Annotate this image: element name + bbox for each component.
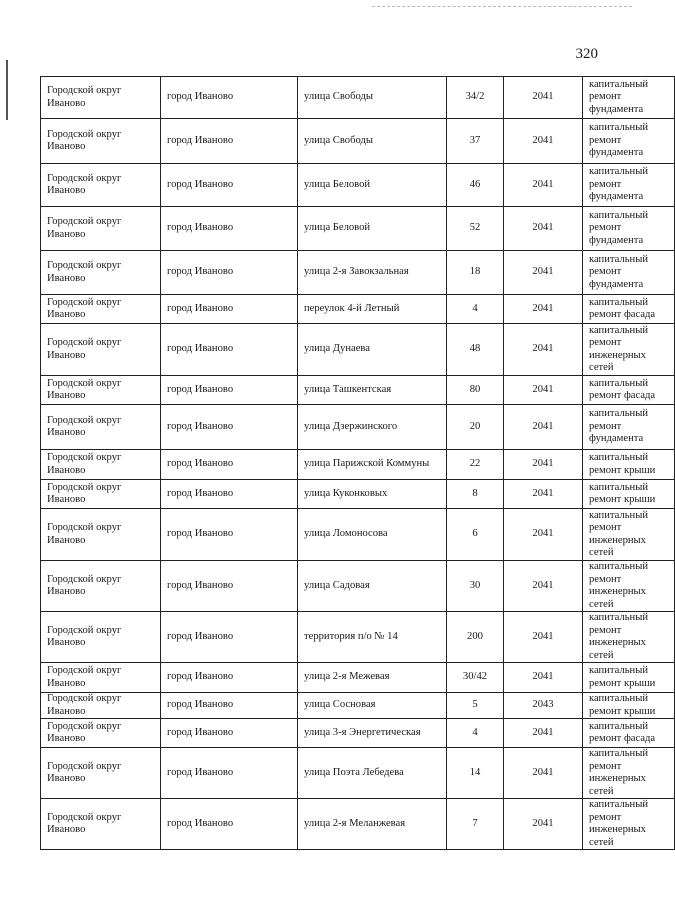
cell-street: улица Дунаева bbox=[298, 324, 447, 376]
cell-district: Городской округ Иваново bbox=[41, 799, 161, 850]
cell-street: переулок 4-й Летный bbox=[298, 295, 447, 324]
cell-street: территория п/о № 14 bbox=[298, 612, 447, 663]
cell-district: Городской округ Иваново bbox=[41, 119, 161, 164]
cell-house-number: 4 bbox=[447, 719, 504, 748]
cell-house-number: 48 bbox=[447, 324, 504, 376]
cell-settlement: город Иваново bbox=[161, 748, 298, 799]
table-row bbox=[41, 450, 675, 480]
cell-year: 2041 bbox=[504, 561, 583, 612]
cell-district: Городской округ Иваново bbox=[41, 77, 161, 119]
cell-street: улица Беловой bbox=[298, 164, 447, 207]
cell-settlement: город Иваново bbox=[161, 295, 298, 324]
cell-street: улица 3-я Энергетическая bbox=[298, 719, 447, 748]
cell-house-number: 20 bbox=[447, 405, 504, 450]
cell-street: улица Дзержинского bbox=[298, 405, 447, 450]
cell-work-type: капитальный ремонт фундамента bbox=[583, 405, 675, 450]
cell-house-number: 200 bbox=[447, 612, 504, 663]
cell-house-number: 46 bbox=[447, 164, 504, 207]
cell-work-type: капитальный ремонт инженерных сетей bbox=[583, 612, 675, 663]
cell-work-type: капитальный ремонт фундамента bbox=[583, 207, 675, 251]
cell-year: 2041 bbox=[504, 295, 583, 324]
cell-work-type: капитальный ремонт фундамента bbox=[583, 119, 675, 164]
cell-work-type: капитальный ремонт инженерных сетей bbox=[583, 748, 675, 799]
table-row bbox=[41, 480, 675, 509]
cell-year: 2041 bbox=[504, 663, 583, 693]
cell-street: улица Куконковых bbox=[298, 480, 447, 509]
cell-year: 2041 bbox=[504, 251, 583, 295]
cell-work-type: капитальный ремонт крыши bbox=[583, 663, 675, 693]
table-row bbox=[41, 663, 675, 693]
cell-work-type: капитальный ремонт фасада bbox=[583, 376, 675, 405]
table-body bbox=[41, 77, 675, 850]
cell-house-number: 18 bbox=[447, 251, 504, 295]
cell-work-type: капитальный ремонт инженерных сетей bbox=[583, 561, 675, 612]
cell-street: улица Беловой bbox=[298, 207, 447, 251]
cell-work-type: капитальный ремонт фасада bbox=[583, 295, 675, 324]
cell-settlement: город Иваново bbox=[161, 324, 298, 376]
cell-year: 2041 bbox=[504, 719, 583, 748]
cell-work-type: капитальный ремонт инженерных сетей bbox=[583, 799, 675, 850]
cell-street: улица Ломоносова bbox=[298, 509, 447, 561]
cell-district: Городской округ Иваново bbox=[41, 509, 161, 561]
table-row bbox=[41, 719, 675, 748]
cell-house-number: 80 bbox=[447, 376, 504, 405]
cell-work-type: капитальный ремонт инженерных сетей bbox=[583, 324, 675, 376]
cell-settlement: город Иваново bbox=[161, 509, 298, 561]
cell-settlement: город Иваново bbox=[161, 251, 298, 295]
cell-settlement: город Иваново bbox=[161, 799, 298, 850]
cell-district: Городской округ Иваново bbox=[41, 480, 161, 509]
cell-work-type: капитальный ремонт крыши bbox=[583, 450, 675, 480]
cell-settlement: город Иваново bbox=[161, 164, 298, 207]
cell-settlement: город Иваново bbox=[161, 561, 298, 612]
cell-settlement: город Иваново bbox=[161, 693, 298, 719]
cell-year: 2041 bbox=[504, 799, 583, 850]
cell-district: Городской округ Иваново bbox=[41, 251, 161, 295]
cell-year: 2041 bbox=[504, 119, 583, 164]
cell-settlement: город Иваново bbox=[161, 77, 298, 119]
cell-street: улица 2-я Завокзальная bbox=[298, 251, 447, 295]
cell-work-type: капитальный ремонт фасада bbox=[583, 719, 675, 748]
cell-house-number: 7 bbox=[447, 799, 504, 850]
cell-house-number: 30/42 bbox=[447, 663, 504, 693]
table-row bbox=[41, 251, 675, 295]
table-row bbox=[41, 77, 675, 119]
table-row bbox=[41, 612, 675, 663]
cell-house-number: 52 bbox=[447, 207, 504, 251]
cell-district: Городской округ Иваново bbox=[41, 164, 161, 207]
table-row bbox=[41, 324, 675, 376]
cell-settlement: город Иваново bbox=[161, 450, 298, 480]
cell-district: Городской округ Иваново bbox=[41, 450, 161, 480]
cell-year: 2041 bbox=[504, 480, 583, 509]
cell-house-number: 30 bbox=[447, 561, 504, 612]
cell-house-number: 8 bbox=[447, 480, 504, 509]
page-number: 320 bbox=[575, 46, 598, 62]
cell-district: Городской округ Иваново bbox=[41, 719, 161, 748]
cell-year: 2041 bbox=[504, 748, 583, 799]
cell-house-number: 37 bbox=[447, 119, 504, 164]
cell-settlement: город Иваново bbox=[161, 719, 298, 748]
cell-street: улица Парижской Коммуны bbox=[298, 450, 447, 480]
table-row bbox=[41, 561, 675, 612]
repair-schedule-table bbox=[40, 76, 675, 850]
cell-street: улица 2-я Меланжевая bbox=[298, 799, 447, 850]
table-row bbox=[41, 376, 675, 405]
cell-district: Городской округ Иваново bbox=[41, 376, 161, 405]
cell-district: Городской округ Иваново bbox=[41, 207, 161, 251]
cell-settlement: город Иваново bbox=[161, 207, 298, 251]
table-row bbox=[41, 207, 675, 251]
cell-street: улица 2-я Межевая bbox=[298, 663, 447, 693]
scan-binding-mark bbox=[6, 60, 8, 120]
cell-settlement: город Иваново bbox=[161, 612, 298, 663]
cell-district: Городской округ Иваново bbox=[41, 295, 161, 324]
cell-work-type: капитальный ремонт фундамента bbox=[583, 251, 675, 295]
cell-street: улица Поэта Лебедева bbox=[298, 748, 447, 799]
cell-work-type: капитальный ремонт фундамента bbox=[583, 164, 675, 207]
cell-settlement: город Иваново bbox=[161, 119, 298, 164]
cell-year: 2043 bbox=[504, 693, 583, 719]
cell-year: 2041 bbox=[504, 405, 583, 450]
table-row bbox=[41, 748, 675, 799]
cell-district: Городской округ Иваново bbox=[41, 693, 161, 719]
cell-district: Городской округ Иваново bbox=[41, 612, 161, 663]
cell-house-number: 6 bbox=[447, 509, 504, 561]
cell-street: улица Садовая bbox=[298, 561, 447, 612]
cell-year: 2041 bbox=[504, 509, 583, 561]
cell-year: 2041 bbox=[504, 450, 583, 480]
cell-street: улица Свободы bbox=[298, 77, 447, 119]
table-row bbox=[41, 295, 675, 324]
cell-year: 2041 bbox=[504, 324, 583, 376]
cell-settlement: город Иваново bbox=[161, 480, 298, 509]
cell-street: улица Сосновая bbox=[298, 693, 447, 719]
cell-house-number: 4 bbox=[447, 295, 504, 324]
cell-work-type: капитальный ремонт крыши bbox=[583, 693, 675, 719]
cell-district: Городской округ Иваново bbox=[41, 663, 161, 693]
cell-year: 2041 bbox=[504, 164, 583, 207]
cell-settlement: город Иваново bbox=[161, 405, 298, 450]
cell-street: улица Свободы bbox=[298, 119, 447, 164]
cell-year: 2041 bbox=[504, 207, 583, 251]
cell-district: Городской округ Иваново bbox=[41, 748, 161, 799]
cell-year: 2041 bbox=[504, 376, 583, 405]
scan-edge-mark bbox=[372, 6, 632, 7]
table-row bbox=[41, 119, 675, 164]
cell-year: 2041 bbox=[504, 77, 583, 119]
table-row bbox=[41, 164, 675, 207]
cell-settlement: город Иваново bbox=[161, 663, 298, 693]
table-row bbox=[41, 509, 675, 561]
table-row bbox=[41, 693, 675, 719]
table-row bbox=[41, 799, 675, 850]
table-row bbox=[41, 405, 675, 450]
cell-work-type: капитальный ремонт инженерных сетей bbox=[583, 509, 675, 561]
cell-house-number: 14 bbox=[447, 748, 504, 799]
cell-work-type: капитальный ремонт крыши bbox=[583, 480, 675, 509]
cell-district: Городской округ Иваново bbox=[41, 561, 161, 612]
cell-year: 2041 bbox=[504, 612, 583, 663]
cell-work-type: капитальный ремонт фундамента bbox=[583, 77, 675, 119]
cell-district: Городской округ Иваново bbox=[41, 324, 161, 376]
cell-house-number: 22 bbox=[447, 450, 504, 480]
cell-settlement: город Иваново bbox=[161, 376, 298, 405]
cell-house-number: 5 bbox=[447, 693, 504, 719]
cell-street: улица Ташкентская bbox=[298, 376, 447, 405]
cell-district: Городской округ Иваново bbox=[41, 405, 161, 450]
cell-house-number: 34/2 bbox=[447, 77, 504, 119]
